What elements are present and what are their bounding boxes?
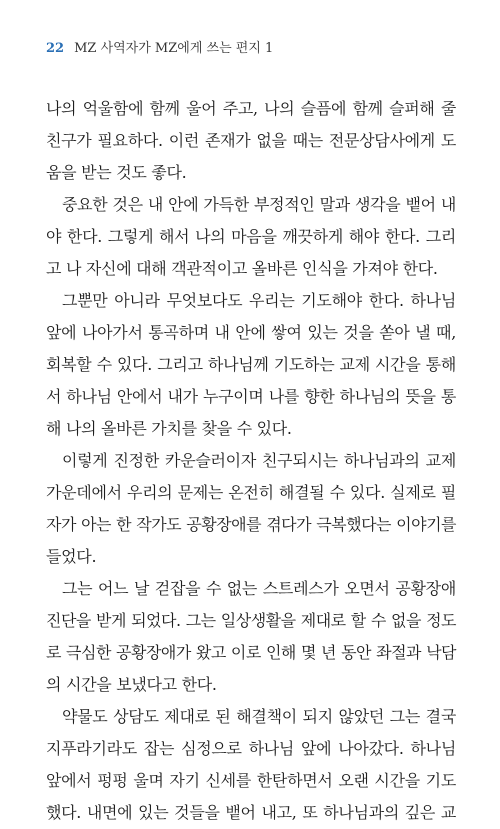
text-line: 앞에 나아가서 통곡하며 내 안에 쌓여 있는 것을 쏟아 낼 때, [46,323,456,342]
text-line: 중요한 것은 내 안에 가득한 부정적인 말과 생각을 뱉어 내 [62,195,456,214]
text-line: 앞에서 펑펑 울며 자기 신세를 한탄하면서 오랜 시간을 기도 [46,771,456,790]
text-line: 해 나의 올바른 가치를 찾을 수 있다. [46,419,292,438]
text-line: 가운데에서 우리의 문제는 온전히 해결될 수 있다. 실제로 필 [46,483,456,502]
book-title: MZ 사역자가 MZ에게 쓰는 편지 1 [74,41,274,56]
text-line: 움을 받는 것도 좋다. [46,163,187,182]
text-line: 나의 억울함에 함께 울어 주고, 나의 슬픔에 함께 슬퍼해 줄 [46,99,456,118]
text-line: 로 극심한 공황장애가 왔고 이로 인해 몇 년 동안 좌절과 낙담 [46,643,456,662]
text-line: 지푸라기라도 잡는 심정으로 하나님 앞에 나아갔다. 하나님 [46,739,456,758]
text-line: 서 하나님 안에서 내가 누구이며 나를 향한 하나님의 뜻을 통 [46,387,456,406]
running-header [46,37,273,56]
text-line: 회복할 수 있다. 그리고 하나님께 기도하는 교제 시간을 통해 [46,355,456,374]
page-number: 22 [46,41,65,56]
text-line: 그는 어느 날 걷잡을 수 없는 스트레스가 오면서 공황장애 [62,579,456,598]
text-line: 야 한다. 그렇게 해서 나의 마음을 깨끗하게 해야 한다. 그리 [46,227,456,246]
text-line: 진단을 받게 되었다. 그는 일상생활을 제대로 할 수 없을 정도 [46,611,456,630]
text-line: 자가 아는 한 작가도 공황장애를 겪다가 극복했다는 이야기를 [46,515,456,534]
text-line: 고 나 자신에 대해 객관적이고 올바른 인식을 가져야 한다. [46,259,438,278]
text-line: 이렇게 진정한 카운슬러이자 친구되시는 하나님과의 교제 [62,451,456,470]
text-line: 의 시간을 보냈다고 한다. [46,675,217,694]
text-line: 친구가 필요하다. 이런 존재가 없을 때는 전문상담사에게 도 [46,131,456,150]
text-line: 했다. 내면에 있는 것들을 뱉어 내고, 또 하나님과의 깊은 교 [46,803,456,822]
text-line: 약물도 상담도 제대로 된 해결책이 되지 않았던 그는 결국 [62,707,456,726]
body-text [46,93,456,829]
text-line: 들었다. [46,547,97,566]
text-line: 그뿐만 아니라 무엇보다도 우리는 기도해야 한다. 하나님 [62,291,456,310]
